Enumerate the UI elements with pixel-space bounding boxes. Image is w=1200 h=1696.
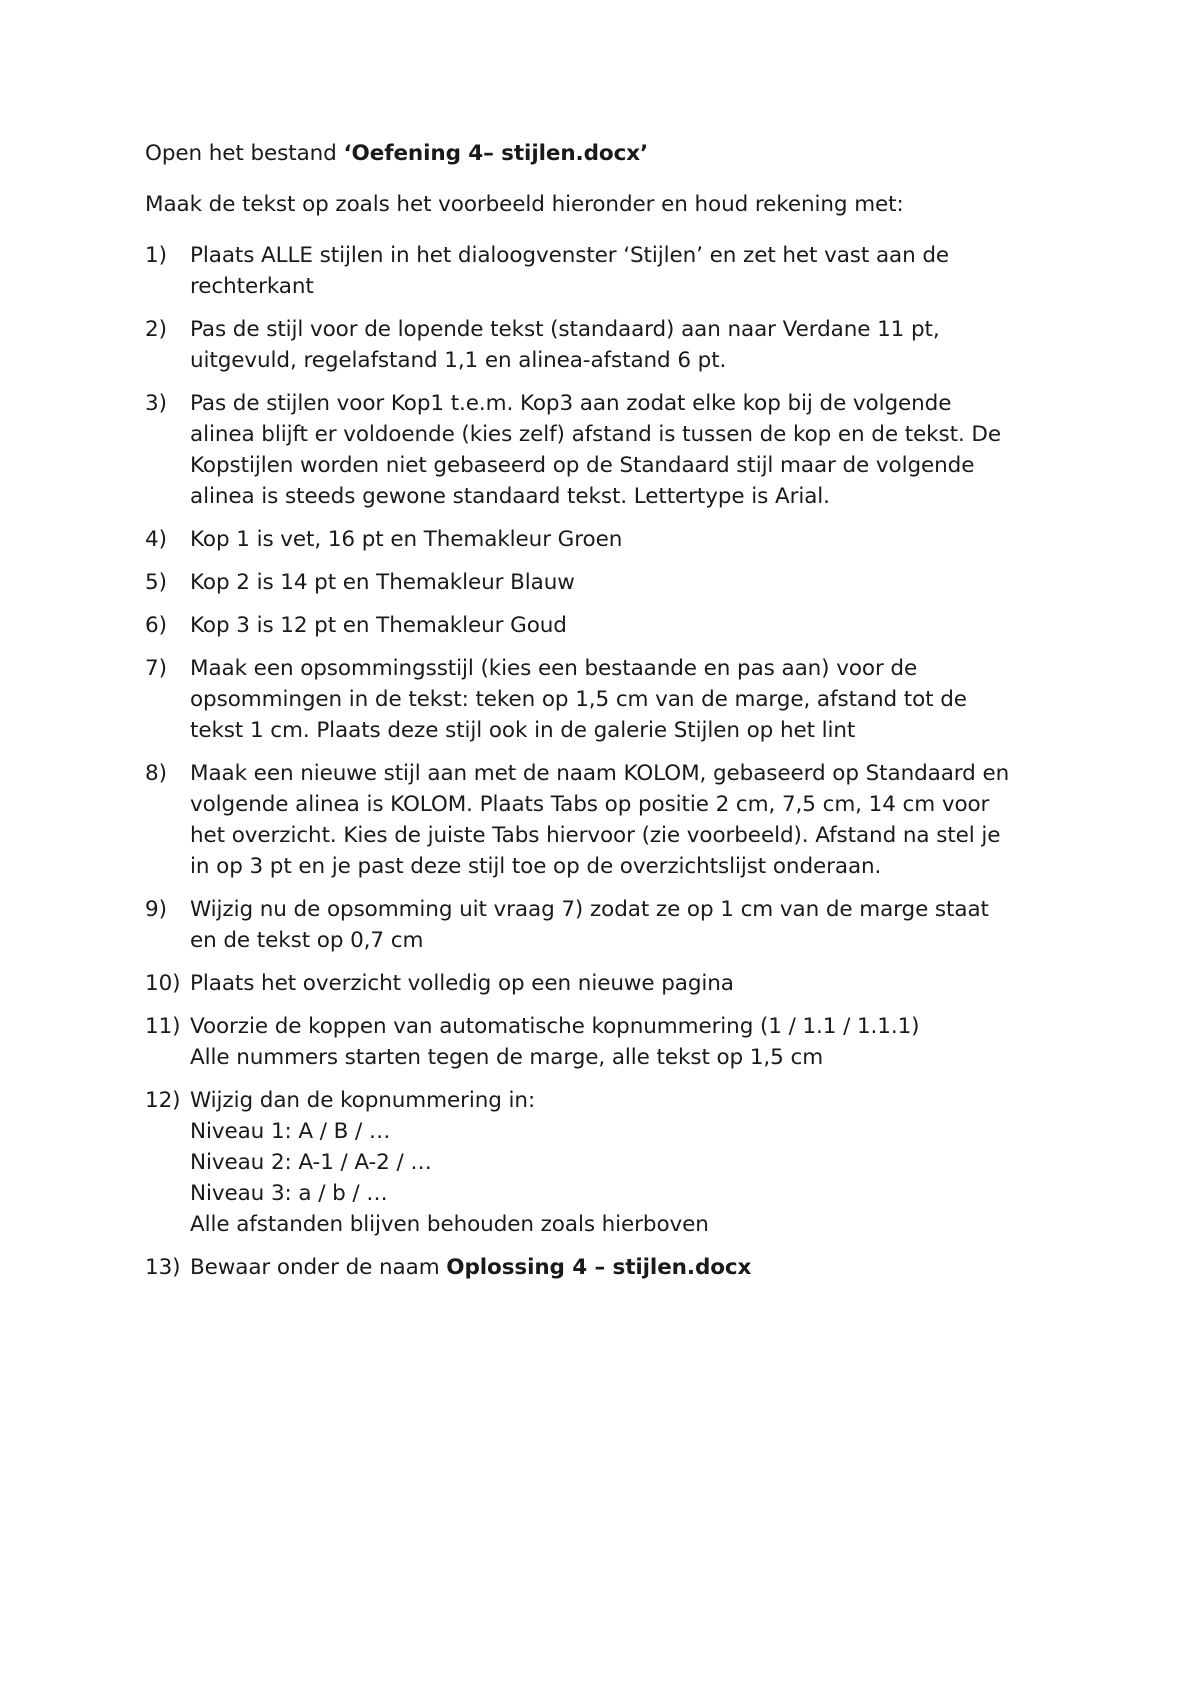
task-item-save <box>145 1252 1065 1283</box>
task-text-line: rechterkant <box>190 274 314 299</box>
task-text-line: Kop 1 is vet, 16 pt en Themakleur Groen <box>190 527 623 552</box>
task-number: 11) <box>145 1014 181 1039</box>
task-item <box>145 610 1065 641</box>
task-text-line: volgende alinea is KOLOM. Plaats Tabs op positie 2 cm, 7,5 cm, 14 cm voor <box>190 792 990 817</box>
task-number: 13) <box>145 1255 181 1280</box>
task-item <box>145 894 1065 956</box>
task-text-line: Alle afstanden blijven behouden zoals hierboven <box>190 1212 709 1237</box>
task-text-line: alinea is steeds gewone standaard tekst. Lettertype is Arial. <box>190 484 830 509</box>
open-file-instruction <box>145 138 1065 169</box>
instruction-text: Maak de tekst op zoals het voorbeeld hieronder en houd rekening met: <box>145 192 904 217</box>
task-item <box>145 567 1065 598</box>
save-instruction-prefix: Bewaar onder de naam <box>190 1255 447 1280</box>
task-text-line: tekst 1 cm. Plaats deze stijl ook in de galerie Stijlen op het lint <box>190 718 856 743</box>
task-text-line: Pas de stijlen voor Kop1 t.e.m. Kop3 aan zodat elke kop bij de volgende <box>190 391 952 416</box>
open-file-prefix: Open het bestand <box>145 141 344 166</box>
task-number: 6) <box>145 613 167 638</box>
task-text-line: Wijzig dan de kopnummering in: <box>190 1088 536 1113</box>
task-number: 9) <box>145 897 167 922</box>
task-number: 7) <box>145 656 167 681</box>
task-text-line: Pas de stijl voor de lopende tekst (standaard) aan naar Verdane 11 pt, <box>190 317 940 342</box>
task-item <box>145 524 1065 555</box>
task-text-line: Kopstijlen worden niet gebaseerd op de Standaard stijl maar de volgende <box>190 453 975 478</box>
task-text-line: Voorzie de koppen van automatische kopnummering (1 / 1.1 / 1.1.1) <box>190 1014 920 1039</box>
task-text-line: Kop 3 is 12 pt en Themakleur Goud <box>190 613 567 638</box>
task-text-line: alinea blijft er voldoende (kies zelf) afstand is tussen de kop en de tekst. De <box>190 422 1002 447</box>
task-text-line: uitgevuld, regelafstand 1,1 en alinea-afstand 6 pt. <box>190 348 727 373</box>
task-text-line: Maak een opsommingsstijl (kies een bestaande en pas aan) voor de <box>190 656 918 681</box>
task-item <box>145 388 1065 512</box>
document-page <box>145 138 1065 1295</box>
task-number: 4) <box>145 527 167 552</box>
task-item <box>145 314 1065 376</box>
task-text-line: opsommingen in de tekst: teken op 1,5 cm van de marge, afstand tot de <box>190 687 967 712</box>
task-number: 3) <box>145 391 167 416</box>
task-text-line: Niveau 3: a / b / … <box>190 1181 388 1206</box>
task-number: 2) <box>145 317 167 342</box>
task-text-line: Alle nummers starten tegen de marge, alle tekst op 1,5 cm <box>190 1045 824 1070</box>
task-number: 8) <box>145 761 167 786</box>
task-number: 1) <box>145 243 167 268</box>
task-text-line: Wijzig nu de opsomming uit vraag 7) zodat ze op 1 cm van de marge staat <box>190 897 989 922</box>
task-text-line: in op 3 pt en je past deze stijl toe op de overzichtslijst onderaan. <box>190 854 882 879</box>
task-number: 10) <box>145 971 181 996</box>
task-text-line: Niveau 2: A-1 / A-2 / … <box>190 1150 432 1175</box>
task-list <box>145 240 1065 1283</box>
task-text-line: Plaats ALLE stijlen in het dialoogvenster ‘Stijlen’ en zet het vast aan de <box>190 243 950 268</box>
task-number: 5) <box>145 570 167 595</box>
open-file-name: ‘Oefening 4– stijlen.docx’ <box>343 141 649 166</box>
task-item <box>145 653 1065 746</box>
task-text-line: en de tekst op 0,7 cm <box>190 928 424 953</box>
task-item <box>145 968 1065 999</box>
save-file-name: Oplossing 4 – stijlen.docx <box>446 1255 752 1280</box>
task-text-line: Maak een nieuwe stijl aan met de naam KOLOM, gebaseerd op Standaard en <box>190 761 1010 786</box>
task-text-line <box>190 1252 1065 1283</box>
task-item <box>145 1011 1065 1073</box>
task-text-line: het overzicht. Kies de juiste Tabs hiervoor (zie voorbeeld). Afstand na stel je <box>190 823 1001 848</box>
task-item <box>145 1085 1065 1240</box>
task-item <box>145 240 1065 302</box>
task-text-line: Niveau 1: A / B / … <box>190 1119 391 1144</box>
task-item <box>145 758 1065 882</box>
task-text-line: Plaats het overzicht volledig op een nieuwe pagina <box>190 971 734 996</box>
task-text-line: Kop 2 is 14 pt en Themakleur Blauw <box>190 570 575 595</box>
task-number: 12) <box>145 1088 181 1113</box>
